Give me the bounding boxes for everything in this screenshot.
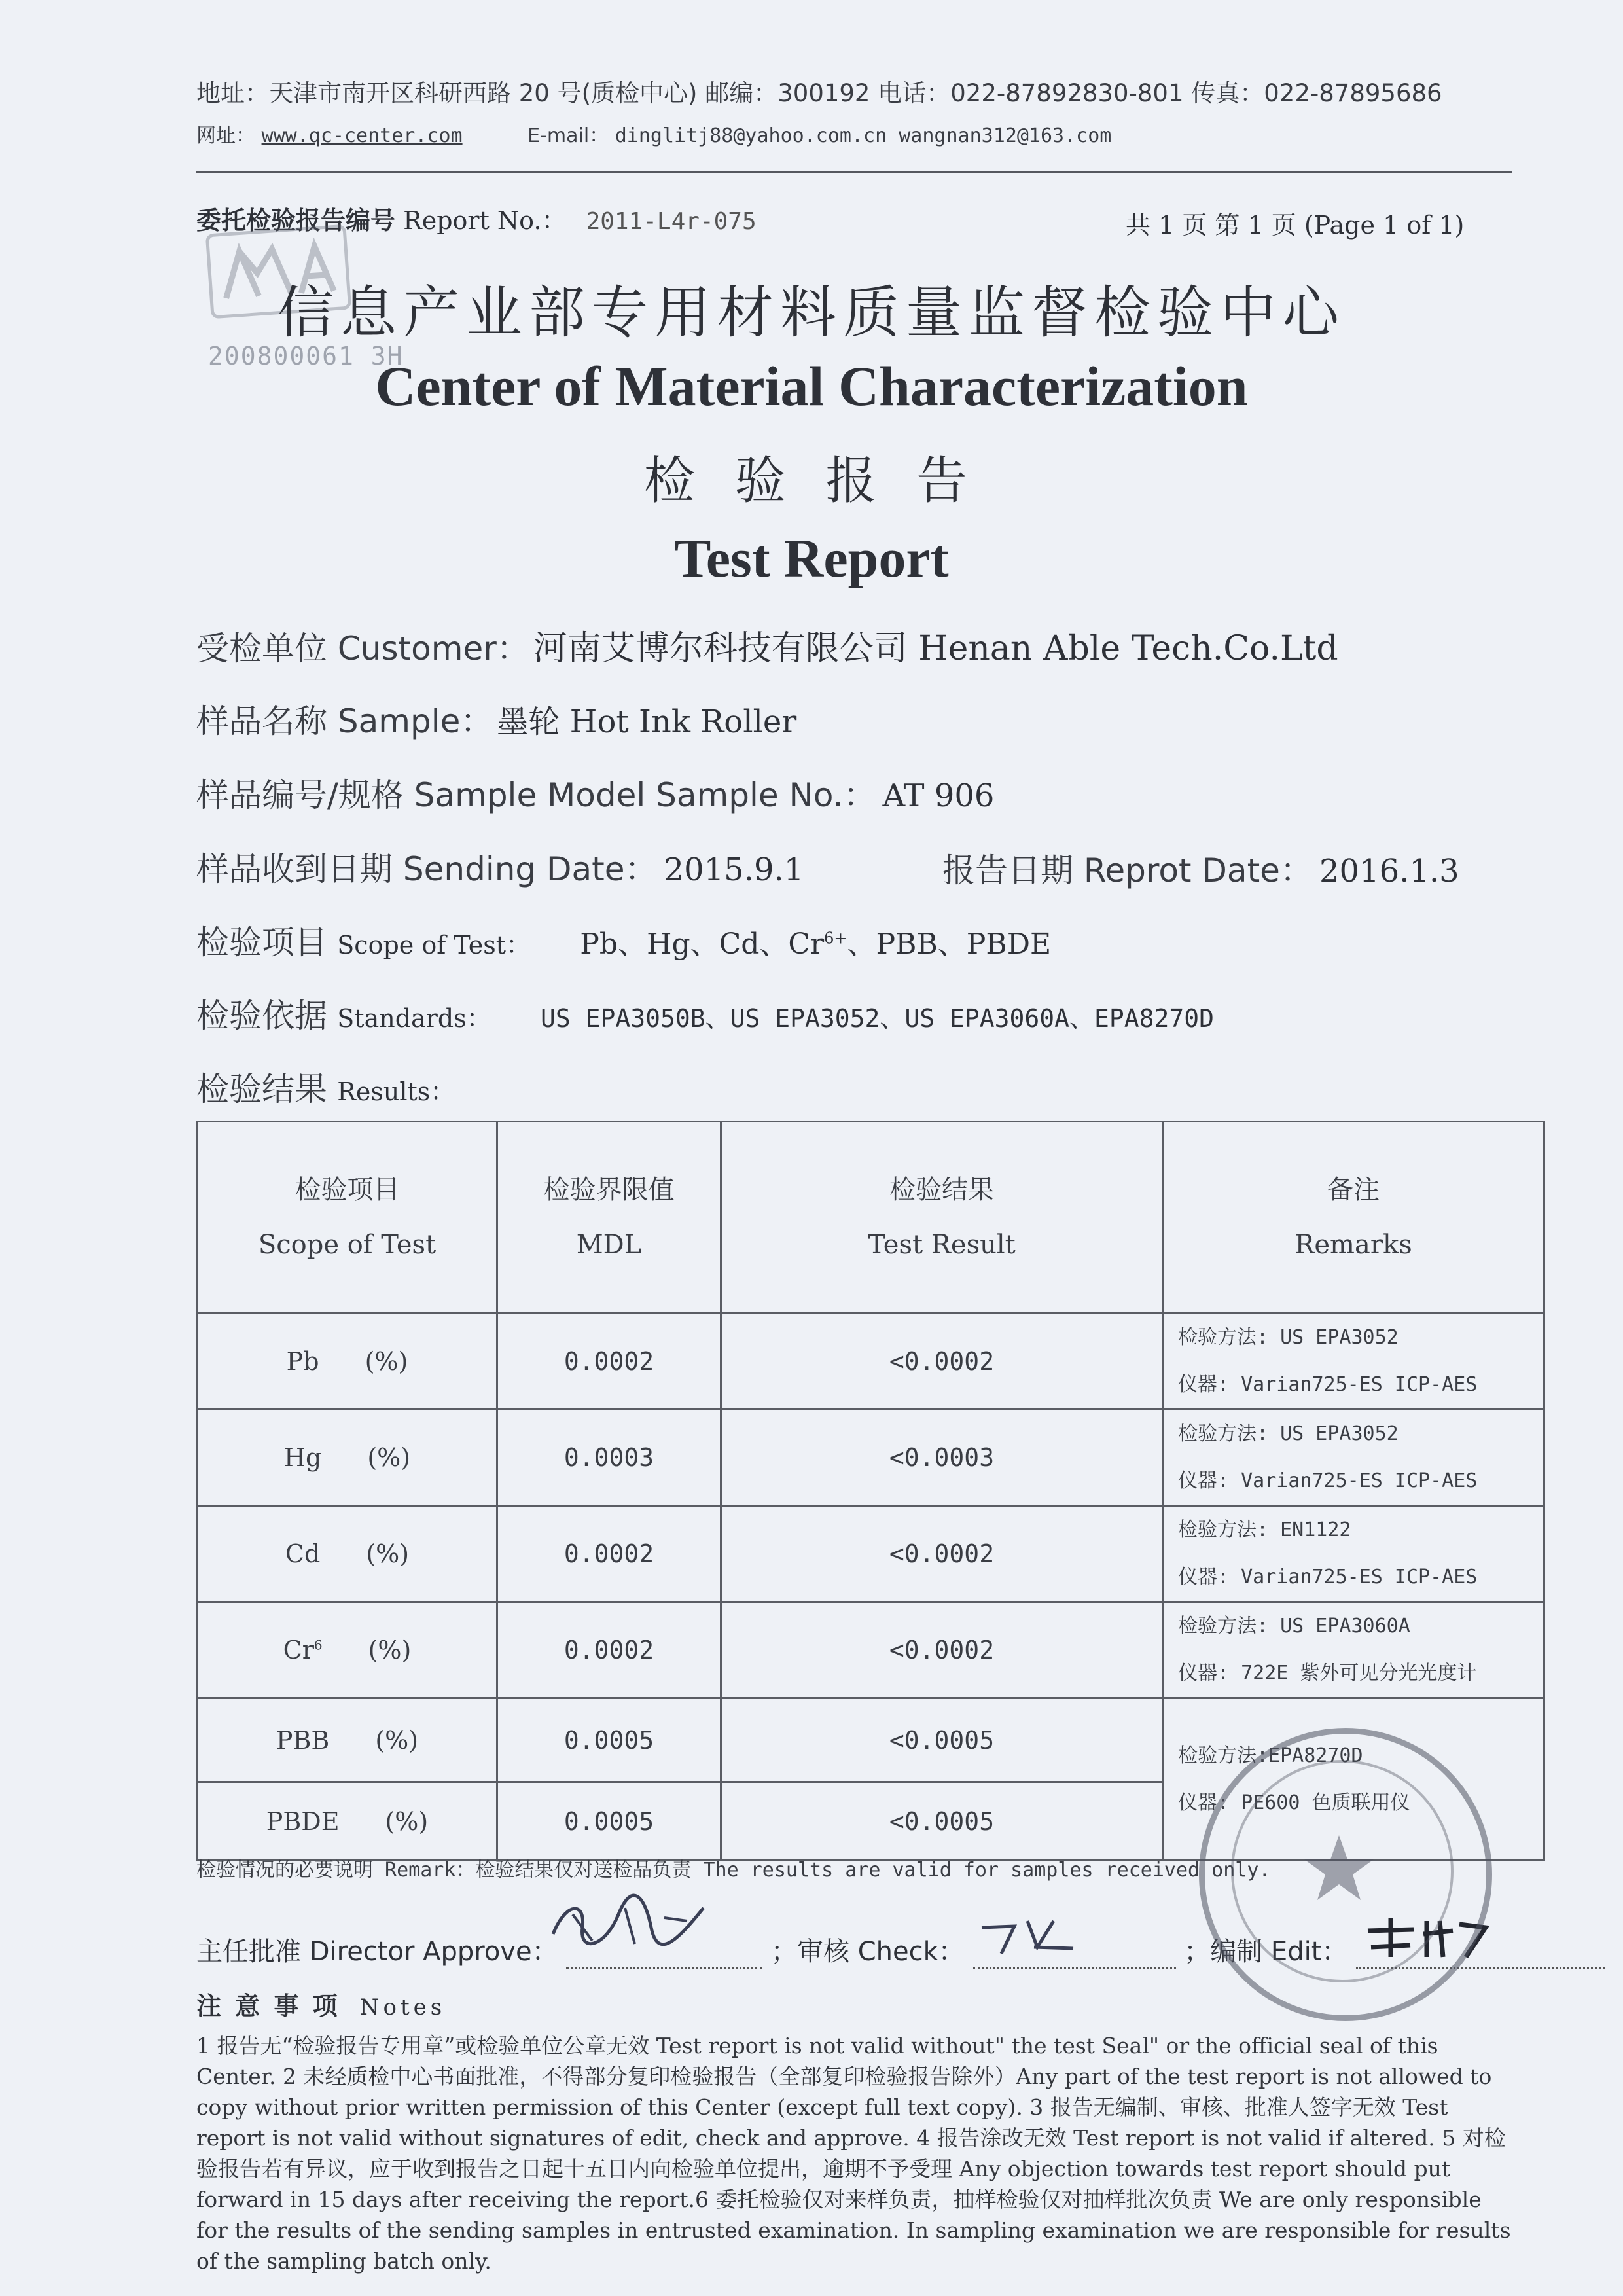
standards-field — [196, 990, 1214, 1037]
scope-label-en: Scope of Test： — [337, 931, 531, 960]
mdl-cell: 0.0002 — [497, 1602, 721, 1698]
center-title-cn: 信息产业部专用材料质量监督检验中心 — [277, 280, 1346, 346]
scope-cell: Hg (%) — [198, 1410, 497, 1506]
scope-cell: Cd (%) — [198, 1506, 497, 1602]
table-row — [198, 1506, 1544, 1602]
scope-cell: Pb (%) — [198, 1314, 497, 1410]
scope-value — [580, 927, 1051, 961]
sample-field — [196, 695, 796, 742]
sample-label: 样品名称 Sample： — [196, 702, 493, 740]
result-cell: <0.0002 — [721, 1506, 1163, 1602]
notes-title-cn: 注 意 事 项 — [196, 1992, 340, 2020]
scope-value-tail: 、PBB、PBDE — [847, 927, 1052, 961]
table-header-row — [198, 1122, 1544, 1314]
mdl-cell: 0.0005 — [497, 1782, 721, 1861]
report-number-label-en: Report No.： — [403, 206, 567, 235]
mdl-cell: 0.0005 — [497, 1698, 721, 1782]
notes-title-en: Notes — [359, 1994, 446, 2020]
page-info: 共 1 页 第 1 页 (Page 1 of 1) — [1126, 211, 1465, 240]
sending-date-field — [196, 843, 804, 890]
stamp-serial: 200800061 3H — [208, 342, 404, 370]
report-title-en: Test Report — [674, 528, 949, 589]
contact-line — [196, 119, 1111, 148]
result-cell: <0.0003 — [721, 1410, 1163, 1506]
table-row — [198, 1410, 1544, 1506]
scope-cell: Cr$^6$ (%) — [198, 1602, 497, 1698]
model-label: 样品编号/规格 Sample Model Sample No.： — [196, 776, 876, 814]
notes-text: 1 报告无“检验报告专用章”或检验单位公章无效 Test report is not valid without" the test Seal" or the official seal of this Center. 2 未经质检中心书面批准，不得部分复印检验报告（全部复印检验报告除外）Any part of the test report is not allowed to copy without prior written permission of this Center (except full text copy). 3 报告无编制、审核、批准人签字无效 Test report is not valid without signatures of edit, check and approve. 4 报告涂改无效 Test report is not valid if altered. 5 对检验报告若有异议，应于收到报告之日起十五日内向检验单位提出，逾期不予受理 Any objection towards test report should put forward in 15 days after receiving the report.6 委托检验仅对来样负责，抽样检验仅对抽样批次负责 We are only responsible for the results of the sending samples in entrusted examination. In sampling examination we are responsible for results of the sampling batch only. — [196, 2033, 1511, 2274]
mdl-cell: 0.0003 — [497, 1410, 721, 1506]
customer-value: 河南艾博尔科技有限公司 Henan Able Tech.Co.Ltd — [533, 629, 1338, 668]
website-link[interactable]: www.qc-center.com — [261, 124, 463, 147]
report-number-value: 2011-L4r-075 — [586, 208, 757, 235]
scope-cell: PBB (%) — [198, 1698, 497, 1782]
column-header-mdl: 检验界限值 MDL — [497, 1122, 721, 1314]
standards-label-en: Standards： — [337, 1004, 491, 1033]
scope-value-superscript: 6+ — [824, 929, 847, 948]
remarks-cell: 检验方法: EN1122 仪器: Varian725-ES ICP-AES — [1163, 1506, 1544, 1602]
mdl-cell: 0.0002 — [497, 1314, 721, 1410]
scope-label: 检验项目 — [196, 924, 327, 961]
notes-title — [196, 1986, 446, 2022]
remarks-cell: 检验方法: US EPA3052 仪器: Varian725-ES ICP-AES — [1163, 1410, 1544, 1506]
scope-field — [196, 916, 1051, 963]
website-label: 网址： — [196, 124, 255, 147]
scope-cell: PBDE (%) — [198, 1782, 497, 1861]
scope-value-main: Pb、Hg、Cd、Cr — [580, 927, 825, 961]
director-approve-label: 主任批准 Director Approve： — [196, 1937, 558, 1967]
sending-date-label: 样品收到日期 Sending Date： — [196, 850, 658, 888]
result-cell: <0.0002 — [721, 1602, 1163, 1698]
report-number-label-cn: 委托检验报告编号 — [196, 206, 396, 235]
email-label: E-mail： — [527, 124, 609, 147]
email-link[interactable]: dinglitj88@yahoo.com.cn wangnan312@163.com — [615, 124, 1112, 147]
seal-star-icon — [1303, 1832, 1375, 1904]
table-row — [198, 1602, 1544, 1698]
check-label: ；审核 Check： — [771, 1937, 965, 1967]
standards-label: 检验依据 — [196, 997, 327, 1035]
mdl-cell: 0.0002 — [497, 1506, 721, 1602]
director-signature — [546, 1888, 710, 1960]
sending-date-value: 2015.9.1 — [664, 852, 804, 888]
remarks-cell-merged: 检验方法:EPA8270D 仪器: PE600 色质联用仪 — [1163, 1698, 1544, 1861]
model-value: AT 906 — [882, 778, 995, 814]
remark-line: 检验情况的必要说明 Remark：检验结果仅对送检品负责 The results are valid for samples received only. — [196, 1859, 1271, 1882]
check-signature — [975, 1908, 1086, 1960]
table-row — [198, 1314, 1544, 1410]
standards-value: US EPA3050B、US EPA3052、US EPA3060A、EPA8270D — [540, 1004, 1215, 1033]
result-cell: <0.0005 — [721, 1698, 1163, 1782]
remarks-cell: 检验方法: US EPA3052 仪器: Varian725-ES ICP-AES — [1163, 1314, 1544, 1410]
customer-label: 受检单位 Customer： — [196, 630, 529, 668]
model-field — [196, 769, 994, 816]
column-header-result: 检验结果 Test Result — [721, 1122, 1163, 1314]
column-header-remarks: 备注 Remarks — [1163, 1122, 1544, 1314]
remarks-cell: 检验方法: US EPA3060A 仪器: 722E 紫外可见分光光度计 — [1163, 1602, 1544, 1698]
official-seal — [1199, 1728, 1492, 2021]
result-cell: <0.0005 — [721, 1782, 1163, 1861]
header-divider — [196, 171, 1512, 173]
column-header-scope: 检验项目 Scope of Test — [198, 1122, 497, 1314]
sample-value: 墨轮 Hot Ink Roller — [497, 704, 797, 740]
results-label-en: Results： — [337, 1077, 455, 1106]
center-title-en: Center of Material Characterization — [375, 355, 1248, 418]
edit-label: ；编制 Edit： — [1184, 1937, 1348, 1967]
customer-field — [196, 620, 1338, 670]
result-cell: <0.0002 — [721, 1314, 1163, 1410]
report-title-cn: 检 验 报 告 — [643, 452, 980, 511]
results-label: 检验结果 — [196, 1070, 327, 1108]
address-line: 地址：天津市南开区科研西路 20 号(质检中心) 邮编：300192 电话：022-87892830-801 传真：022-87895686 — [196, 79, 1442, 107]
report-date-field — [942, 844, 1459, 891]
report-date-value: 2016.1.3 — [1319, 853, 1459, 889]
report-date-label: 报告日期 Reprot Date： — [942, 852, 1313, 889]
results-field — [196, 1063, 455, 1110]
